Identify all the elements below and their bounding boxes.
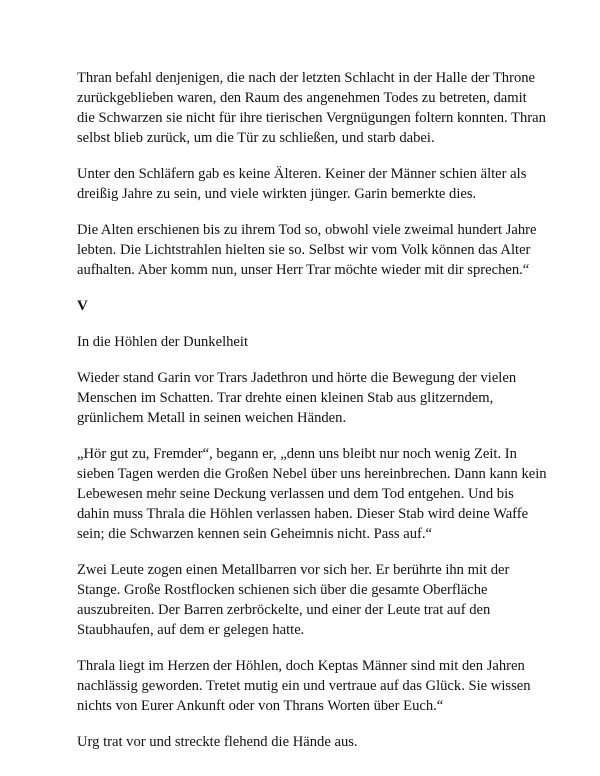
chapter-title: In die Höhlen der Dunkelheit (77, 334, 249, 350)
paragraph-trar-speech: „Hör gut zu, Fremder“, begann er, „denn uns bleibt nur noch wenig Zeit. In sieben Tagen werden die Großen Nebel über uns hereinbrechen. Dann kann kein Lebewesen mehr seine Deckung verlassen und dem Tod entgehen. Und bis dahin muss Thrala die Höhlen verlassen haben. Dieser Stab wird deine Waffe sein; die Schwarzen kennen sein Geheimnis nicht. Pass auf.“ (77, 446, 547, 542)
paragraph-urg-steps-forward: Urg trat vor und streckte flehend die Hände aus. (77, 734, 358, 750)
paragraph-thrala-caves: Thrala liegt im Herzen der Höhlen, doch Keptas Männer sind mit den Jahren nachlässig geworden. Tretet mutig ein und vertraue auf das Glück. Sie wissen nichts von Eurer Ankunft oder von Thrans Worten über Euch.“ (77, 658, 531, 714)
paragraph-sleepers-age: Unter den Schläfern gab es keine Älteren. Keiner der Männer schien älter als dreißig Jahre zu sein, und viele wirkten jünger. Garin bemerkte dies. (77, 166, 527, 202)
document-page (77, 68, 547, 768)
chapter-number: V (77, 298, 88, 314)
paragraph-elders-appearance: Die Alten erschienen bis zu ihrem Tod so, obwohl viele zweimal hundert Jahre lebten. Die Lichtstrahlen hielten sie so. Selbst wir vom Volk können das Alter aufhalten. Aber komm nun, unser Herr Trar möchte wieder mit dir sprechen.“ (77, 222, 537, 278)
paragraph-thran-command: Thran befahl denjenigen, die nach der letzten Schlacht in der Halle der Throne zurückgeblieben waren, den Raum des angenehmen Todes zu betreten, damit die Schwarzen sie nicht für ihre tierischen Vergnügungen foltern konnten. Thran selbst blieb zurück, um die Tür zu schließen, und starb dabei. (77, 70, 546, 146)
paragraph-garin-before-throne: Wieder stand Garin vor Trars Jadethron und hörte die Bewegung der vielen Menschen im Schatten. Trar drehte einen kleinen Stab aus glitzerndem, grünlichem Metall in seinen weichen Händen. (77, 370, 517, 426)
paragraph-metal-bar: Zwei Leute zogen einen Metallbarren vor sich her. Er berührte ihn mit der Stange. Große Rostflocken schienen sich über die gesamte Oberfläche auszubreiten. Der Barren zerbröckelte, und einer der Leute trat auf den Staubhaufen, auf dem er gelegen hatte. (77, 562, 510, 638)
